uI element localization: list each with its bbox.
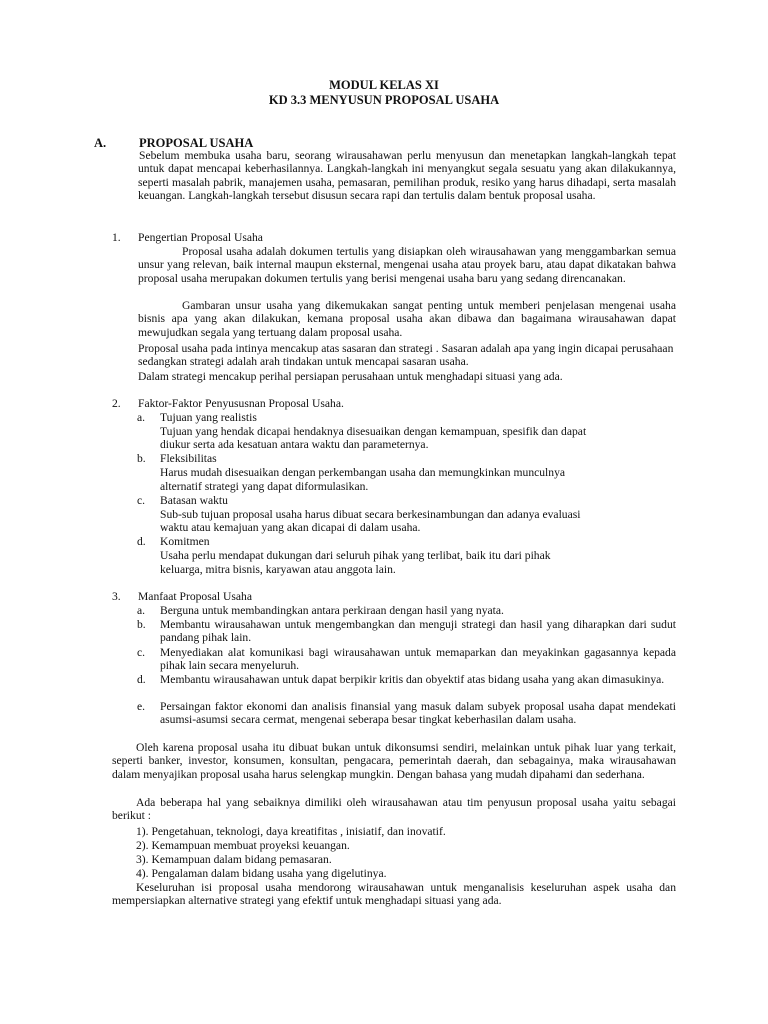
sub-title: Fleksibilitas (160, 452, 217, 465)
sub-text-line: keluarga, mitra bisnis, karyawan atau anggota lain. (160, 563, 396, 576)
requirement-item-1: 1). Pengetahuan, teknologi, daya kreatifitas , inisiatif, dan inovatif. (136, 825, 446, 838)
sub-text-line: Harus mudah disesuaikan dengan perkembangan usaha dan memungkinkan munculnya (160, 466, 566, 479)
sub-title: Batasan waktu (160, 494, 228, 507)
requirement-item-2: 2). Kemampuan membuat proyeksi keuangan. (136, 839, 350, 852)
item-1-title: Pengertian Proposal Usaha (138, 231, 263, 244)
sub-letter: b. (137, 452, 146, 465)
sub-text: Persaingan faktor ekonomi dan analisis finansial yang masuk dalam subyek proposal usaha dapat mendekati asumsi-asumsi secara cermat, mengenai seberapa besar tingkat keberhasilan dalam usaha. (160, 700, 676, 727)
sub-text-line: diukur serta ada kesatuan antara waktu dan parameternya. (160, 438, 429, 451)
sub-text: Berguna untuk membandingkan antara perkiraan dengan hasil yang nyata. (160, 604, 504, 617)
item-1-number: 1. (112, 231, 121, 244)
sub-text-line: Usaha perlu mendapat dukungan dari seluruh pihak yang terlibat, baik itu dari pihak (160, 549, 551, 562)
sub-text: Menyediakan alat komunikasi bagi wirausahawan untuk memaparkan dan meyakinkan gagasannya kepada pihak lain secara menyeluruh. (160, 646, 676, 673)
item-3-paragraph-3: Keseluruhan isi proposal usaha mendorong wirausahawan untuk menganalisis keseluruhan aspek usaha dan mempersiapkan alternative strategi yang efektif untuk menghadapi situasi yang ada. (112, 881, 676, 908)
sub-letter: e. (137, 700, 146, 713)
item-1-paragraph-4: Dalam strategi mencakup perihal persiapan perusahaan untuk menghadapi situasi yang ada. (138, 370, 563, 383)
section-number: A. (94, 136, 107, 150)
item-2-number: 2. (112, 397, 121, 410)
section-title: PROPOSAL USAHA (139, 136, 254, 150)
sub-letter: a. (137, 604, 146, 617)
section-intro: Sebelum membuka usaha baru, seorang wirausahawan perlu menyusun dan menetapkan langkah-langkah tepat untuk dapat mencapai keberhasilannya. Langkah-langkah ini menyangkut segala sesuatu yang akan dilakukannya, seperti masalah pabrik, manajemen usaha, pemasaran, pemilihan produk, resiko yang harus dihadapi, serta masalah keuangan. Langkah-langkah tersebut disusun secara rapi dan tertulis dalam bentuk proposal usaha. (138, 149, 676, 203)
sub-text-line: waktu atau kemajuan yang akan dicapai di dalam usaha. (160, 521, 421, 534)
sub-letter: d. (137, 535, 146, 548)
sub-text-line: Sub-sub tujuan proposal usaha harus dibuat secara berkesinambungan dan adanya evaluasi (160, 508, 581, 521)
item-1-paragraph-3: Proposal usaha pada intinya mencakup atas sasaran dan strategi . Sasaran adalah apa yang ingin dicapai perusahaan sedangkan strategi adalah arah tindakan untuk mencapai sasaran usaha. (138, 342, 674, 369)
sub-letter: b. (137, 618, 146, 631)
sub-title: Komitmen (160, 535, 210, 548)
requirement-item-3: 3). Kemampuan dalam bidang pemasaran. (136, 853, 332, 866)
item-3-number: 3. (112, 590, 121, 603)
sub-letter: a. (137, 411, 146, 424)
item-3-title: Manfaat Proposal Usaha (138, 590, 252, 603)
item-1-paragraph-1: Proposal usaha adalah dokumen tertulis yang disiapkan oleh wirausahawan yang menggambarkan semua unsur yang relevan, baik internal maupun eksternal, mengenai usaha atau proyek baru, atau dapat dikatakan bahwa proposal usaha merupakan dokumen tertulis yang berisi mengenai usaha baru yang sedang direncanakan. (138, 245, 676, 285)
item-2-title: Faktor-Faktor Penyususnan Proposal Usaha. (138, 397, 344, 410)
section-heading (94, 136, 253, 150)
sub-text-line: Tujuan yang hendak dicapai hendaknya disesuaikan dengan kemampuan, spesifik dan dapat (160, 425, 587, 438)
item-3-paragraph-1: Oleh karena proposal usaha itu dibuat bukan untuk dikonsumsi sendiri, melainkan untuk pihak luar yang terkait, seperti banker, investor, konsumen, konsultan, pengacara, pemerintah daerah, dan sebagainya, maka wirausahawan dalam menyajikan proposal usaha harus selengkap mungkin. Dengan bahasa yang mudah dipahami dan sederhana. (112, 741, 676, 781)
sub-text-line: alternatif strategi yang dapat diformulasikan. (160, 480, 369, 493)
sub-text: Membantu wirausahawan untuk dapat berpikir kritis dan obyektif atas bidang usaha yang akan dimasukinya. (160, 673, 665, 686)
sub-title: Tujuan yang realistis (160, 411, 257, 424)
sub-letter: d. (137, 673, 146, 686)
item-1-paragraph-2: Gambaran unsur usaha yang dikemukakan sangat penting untuk memberi penjelasan mengenai usaha bisnis apa yang akan dilakukan, kemana proposal usaha akan dibawa dan bagaimana wirausahawan dapat mewujudkan segala yang tertuang dalam proposal usaha. (138, 299, 676, 339)
sub-letter: c. (137, 646, 146, 659)
item-3-paragraph-2: Ada beberapa hal yang sebaiknya dimiliki oleh wirausahawan atau tim penyusun proposal usaha yaitu sebagai berikut : (112, 796, 676, 823)
module-title: MODUL KELAS XI (329, 78, 439, 92)
sub-letter: c. (137, 494, 146, 507)
sub-text: Membantu wirausahawan untuk mengembangkan dan menguji strategi dan hasil yang diharapkan dari sudut pandang pihak lain. (160, 618, 676, 645)
requirement-item-4: 4). Pengalaman dalam bidang usaha yang digelutinya. (136, 867, 387, 880)
module-subtitle: KD 3.3 MENYUSUN PROPOSAL USAHA (268, 93, 500, 107)
